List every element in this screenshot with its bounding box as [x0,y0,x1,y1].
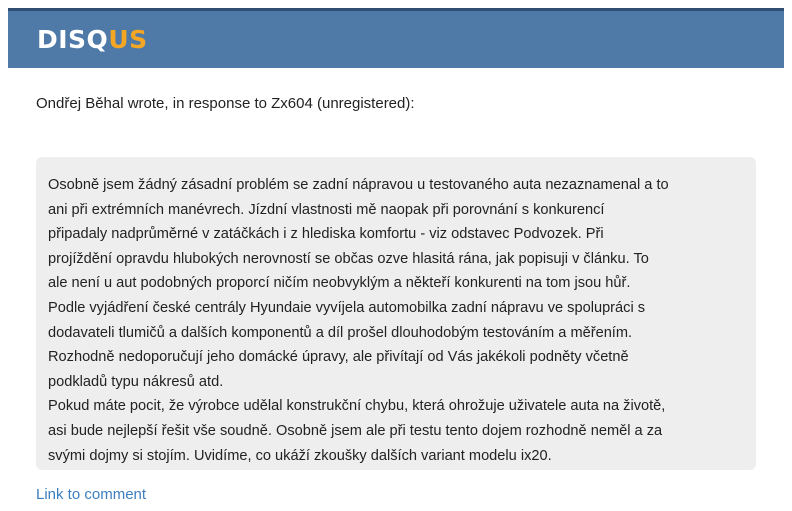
quoted-reply-text: Osobně jsem žádný zásadní problém se zadní nápravou u testovaného auta nezaznamenal a to ani při extrémních manévrech. Jízdní vlastnosti mě naopak při porovnání s konkurencí připadaly nadprůměrné v zatáčkách i z hlediska komfortu - viz odstavec Podvozek. Při projíždění opravdu hlubokých nerovností se občas ozve hlasitá rána, jak popisuji v článku. To ale není u aut podobných proporcí ničím neobvyklým a někteří konkurenti na tom jsou hůř. Podle vyjádření české centrály Hyundaie vyvíjela automobilka zadní nápravu ve spolupráci s dodavateli tlumičů a dalších komponentů a díl prošel dlouhodobým testováním a měřením. Rozhodně nedoporučují jeho domácké úpravy, ale přivítají od Vás jakékoli podněty včetně podkladů typu nákresů atd. Pokud máte pocit, že výrobce udělal konstrukční chybu, která ohrožuje uživatele auta na životě, asi bude nejlepší řešit vše soudně. Osobně jsem ale při testu tento dojem rozhodně neměl a za svými dojmy si stojím. Uvidíme, co ukáží zkoušky dalších variant modelu ix20. [48,177,669,464]
quoted-reply-box [36,157,756,470]
link-to-comment[interactable]: Link to comment [36,486,147,503]
logo-text-accent: US [108,25,148,54]
disqus-logo[interactable] [37,25,148,55]
logo-text-primary: DISQ [37,25,109,54]
comment-byline: Ondřej Běhal wrote, in response to Zx604 (unregistered): [36,95,415,112]
disqus-header [8,8,784,68]
